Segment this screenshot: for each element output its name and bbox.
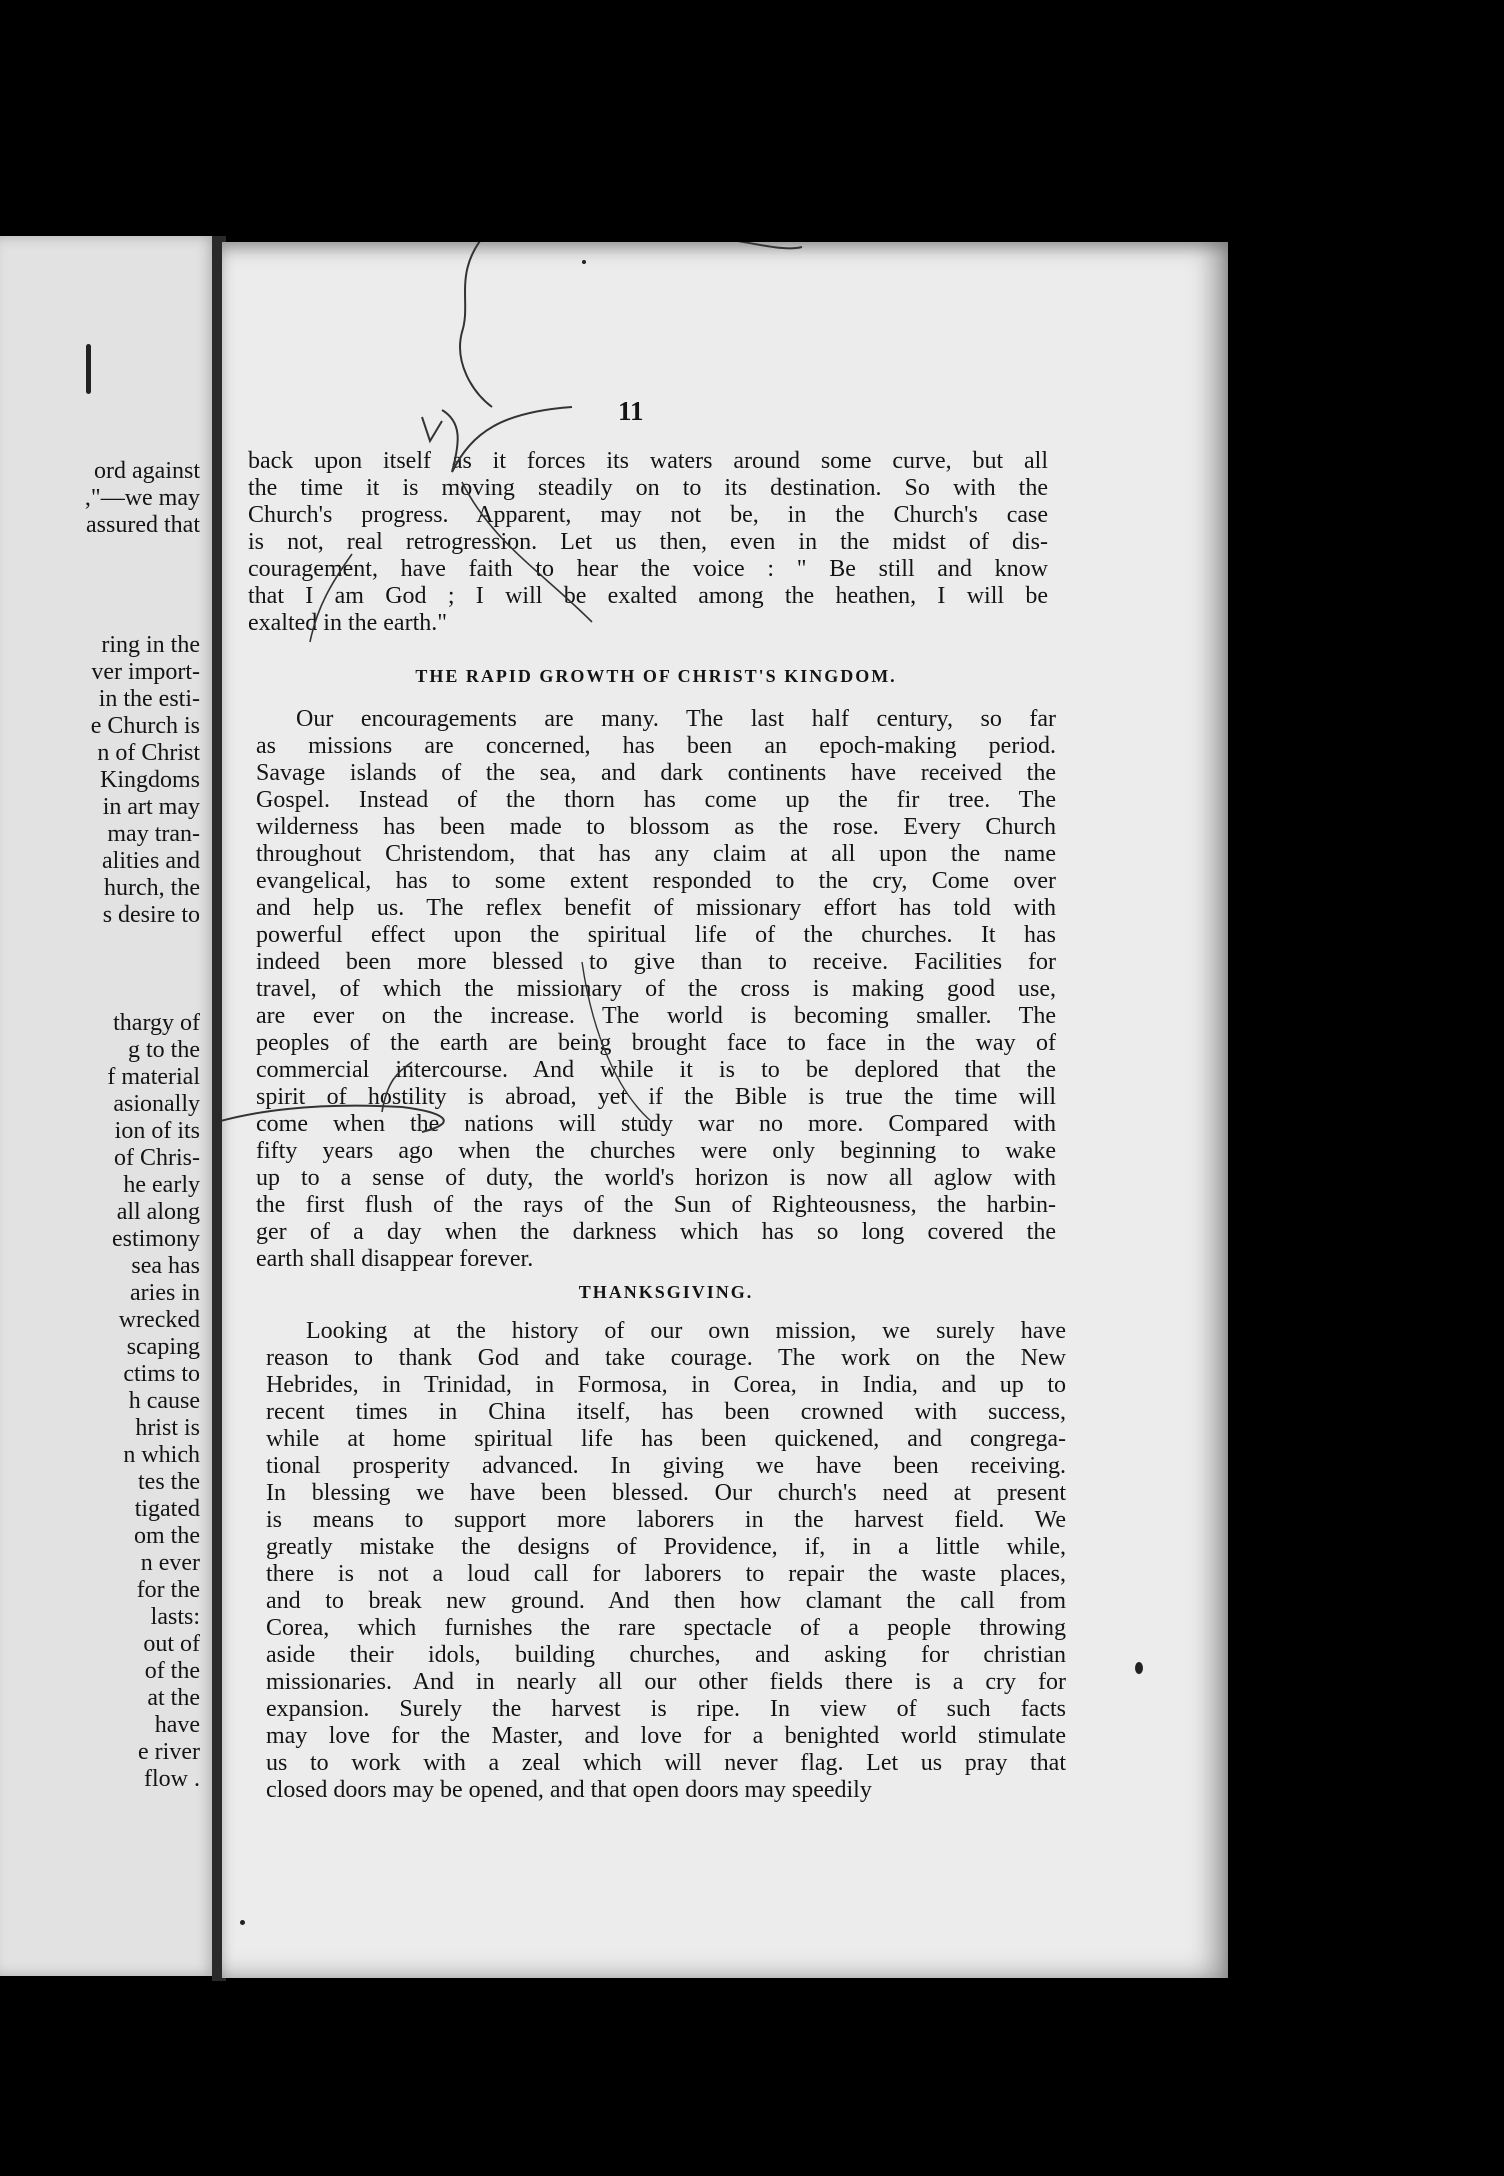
text-line: the time it is moving steadily on to its destination. So with the — [248, 475, 1048, 501]
text-line: as missions are concerned, has been an epoch-making period. — [256, 733, 1056, 759]
text-line: fifty years ago when the churches were only beginning to wake — [256, 1138, 1056, 1164]
text-line: while at home spiritual life has been quickened, and congrega- — [266, 1426, 1066, 1452]
left-page-line: h cause — [128, 1388, 200, 1414]
left-page-line: lasts: — [150, 1604, 200, 1630]
left-page-line: all along — [116, 1199, 200, 1225]
text-line: missionaries. And in nearly all our other fields there is a cry for — [266, 1669, 1066, 1695]
left-page-line: assured that — [86, 512, 200, 538]
text-line: exalted in the earth." — [248, 610, 448, 636]
intro-paragraph — [248, 448, 1048, 637]
left-page-line: aries in — [130, 1280, 200, 1306]
left-page-line: hurch, the — [104, 875, 200, 901]
text-line: reason to thank God and take courage. The work on the New — [266, 1345, 1066, 1371]
text-line: expansion. Surely the harvest is ripe. In view of such facts — [266, 1696, 1066, 1722]
text-line: indeed been more blessed to give than to receive. Facilities for — [256, 949, 1056, 975]
text-line: up to a sense of duty, the world's horizon is now all aglow with — [256, 1165, 1056, 1191]
text-line: throughout Christendom, that has any claim at all upon the name — [256, 841, 1056, 867]
left-page-line: ring in the — [101, 632, 200, 658]
text-line: and help us. The reflex benefit of missionary effort has told with — [256, 895, 1056, 921]
left-page-line: may tran- — [107, 821, 200, 847]
text-line: couragement, have faith to hear the voice : " Be still and know — [248, 556, 1048, 582]
left-page-line: scaping — [126, 1334, 200, 1360]
text-line: that I am God ; I will be exalted among the heathen, I will be — [248, 583, 1048, 609]
text-line: come when the nations will study war no more. Compared with — [256, 1111, 1056, 1137]
text-line: Gospel. Instead of the thorn has come up the fir tree. The — [256, 787, 1056, 813]
text-line: peoples of the earth are being brought face to face in the way of — [256, 1030, 1056, 1056]
left-page-line: of Chris- — [114, 1145, 200, 1171]
left-page-line: n of Christ — [97, 740, 200, 766]
left-page-line: Kingdoms — [99, 767, 200, 793]
text-line: ger of a day when the darkness which has so long covered the — [256, 1219, 1056, 1245]
text-line: is means to support more laborers in the harvest field. We — [266, 1507, 1066, 1533]
text-line: spirit of hostility is abroad, yet if the Bible is true the time will — [256, 1084, 1056, 1110]
page-number: 11 — [618, 396, 644, 426]
text-line: Corea, which furnishes the rare spectacle of a people throwing — [266, 1615, 1066, 1641]
section-heading-thanksgiving: THANKSGIVING. — [578, 1282, 754, 1302]
text-line: closed doors may be opened, and that open doors may speedily — [266, 1777, 872, 1803]
text-line: In blessing we have been blessed. Our church's need at present — [266, 1480, 1066, 1506]
text-line: wilderness has been made to blossom as the rose. Every Church — [256, 814, 1056, 840]
left-page-line: in the esti- — [98, 686, 200, 712]
page-11 — [222, 242, 1228, 1978]
section-growth-paragraph — [256, 706, 1056, 1273]
left-page-line: ver import- — [91, 659, 200, 685]
text-line: back upon itself as it forces its waters around some curve, but all — [248, 448, 1048, 474]
left-page-line: alities and — [102, 848, 200, 874]
left-page-line: e Church is — [90, 713, 200, 739]
section-thanksgiving-paragraph — [266, 1318, 1066, 1804]
left-page-line: hrist is — [135, 1415, 200, 1441]
text-line: and to break new ground. And then how clamant the call from — [266, 1588, 1066, 1614]
ink-mark — [86, 344, 91, 394]
text-line: is not, real retrogression. Let us then, even in the midst of dis- — [248, 529, 1048, 555]
left-page-line: ion of its — [114, 1118, 200, 1144]
left-page-line: e river — [138, 1739, 200, 1765]
left-page-line: tes the — [138, 1469, 200, 1495]
text-line: are ever on the increase. The world is becoming smaller. The — [256, 1003, 1056, 1029]
text-line: Our encouragements are many. The last half century, so far — [296, 706, 1056, 732]
paper-speck — [1135, 1662, 1143, 1674]
left-page-line: tigated — [134, 1496, 200, 1522]
text-line: evangelical, has to some extent responded to the cry, Come over — [256, 868, 1056, 894]
left-page-line: flow . — [144, 1766, 200, 1792]
text-line: Savage islands of the sea, and dark continents have received the — [256, 760, 1056, 786]
paper-speck — [582, 260, 586, 264]
text-line: tional prosperity advanced. In giving we have been receiving. — [266, 1453, 1066, 1479]
section-heading-growth: THE RAPID GROWTH OF CHRIST'S KINGDOM. — [415, 666, 897, 686]
previous-page-fragment — [0, 236, 218, 1976]
left-page-line: in art may — [102, 794, 200, 820]
left-page-line: g to the — [128, 1037, 200, 1063]
text-line: greatly mistake the designs of Providence, if, in a little while, — [266, 1534, 1066, 1560]
left-page-line: out of — [143, 1631, 200, 1657]
paper-speck — [240, 1920, 245, 1925]
left-page-line: he early — [123, 1172, 200, 1198]
left-page-line: at the — [147, 1685, 200, 1711]
text-line: recent times in China itself, has been crowned with success, — [266, 1399, 1066, 1425]
left-page-line: ord against — [94, 458, 200, 484]
text-line: Looking at the history of our own mission, we surely have — [306, 1318, 1066, 1344]
text-line: commercial intercourse. And while it is to be deplored that the — [256, 1057, 1056, 1083]
text-line: earth shall disappear forever. — [256, 1246, 534, 1272]
text-line: aside their idols, building churches, and asking for christian — [266, 1642, 1066, 1668]
text-line: the first flush of the rays of the Sun of Righteousness, the harbin- — [256, 1192, 1056, 1218]
left-page-line: ctims to — [123, 1361, 200, 1387]
left-page-line: om the — [134, 1523, 200, 1549]
text-line: Church's progress. Apparent, may not be, in the Church's case — [248, 502, 1048, 528]
left-page-line: asionally — [113, 1091, 200, 1117]
text-line: travel, of which the missionary of the cross is making good use, — [256, 976, 1056, 1002]
left-page-line: for the — [136, 1577, 200, 1603]
left-page-line: n which — [123, 1442, 200, 1468]
left-page-line: of the — [144, 1658, 200, 1684]
left-page-line: have — [154, 1712, 200, 1738]
left-page-line: s desire to — [102, 902, 200, 928]
left-page-line: thargy of — [113, 1010, 200, 1036]
left-page-line: f material — [107, 1064, 200, 1090]
left-page-line: ,"—we may — [84, 485, 200, 511]
text-line: us to work with a zeal which will never flag. Let us pray that — [266, 1750, 1066, 1776]
left-page-line: sea has — [131, 1253, 200, 1279]
left-page-line: n ever — [140, 1550, 200, 1576]
text-line: Hebrides, in Trinidad, in Formosa, in Corea, in India, and up to — [266, 1372, 1066, 1398]
text-line: there is not a loud call for laborers to repair the waste places, — [266, 1561, 1066, 1587]
text-line: powerful effect upon the spiritual life of the churches. It has — [256, 922, 1056, 948]
text-line: may love for the Master, and love for a benighted world stimulate — [266, 1723, 1066, 1749]
left-page-line: estimony — [112, 1226, 200, 1252]
left-page-line: wrecked — [118, 1307, 200, 1333]
